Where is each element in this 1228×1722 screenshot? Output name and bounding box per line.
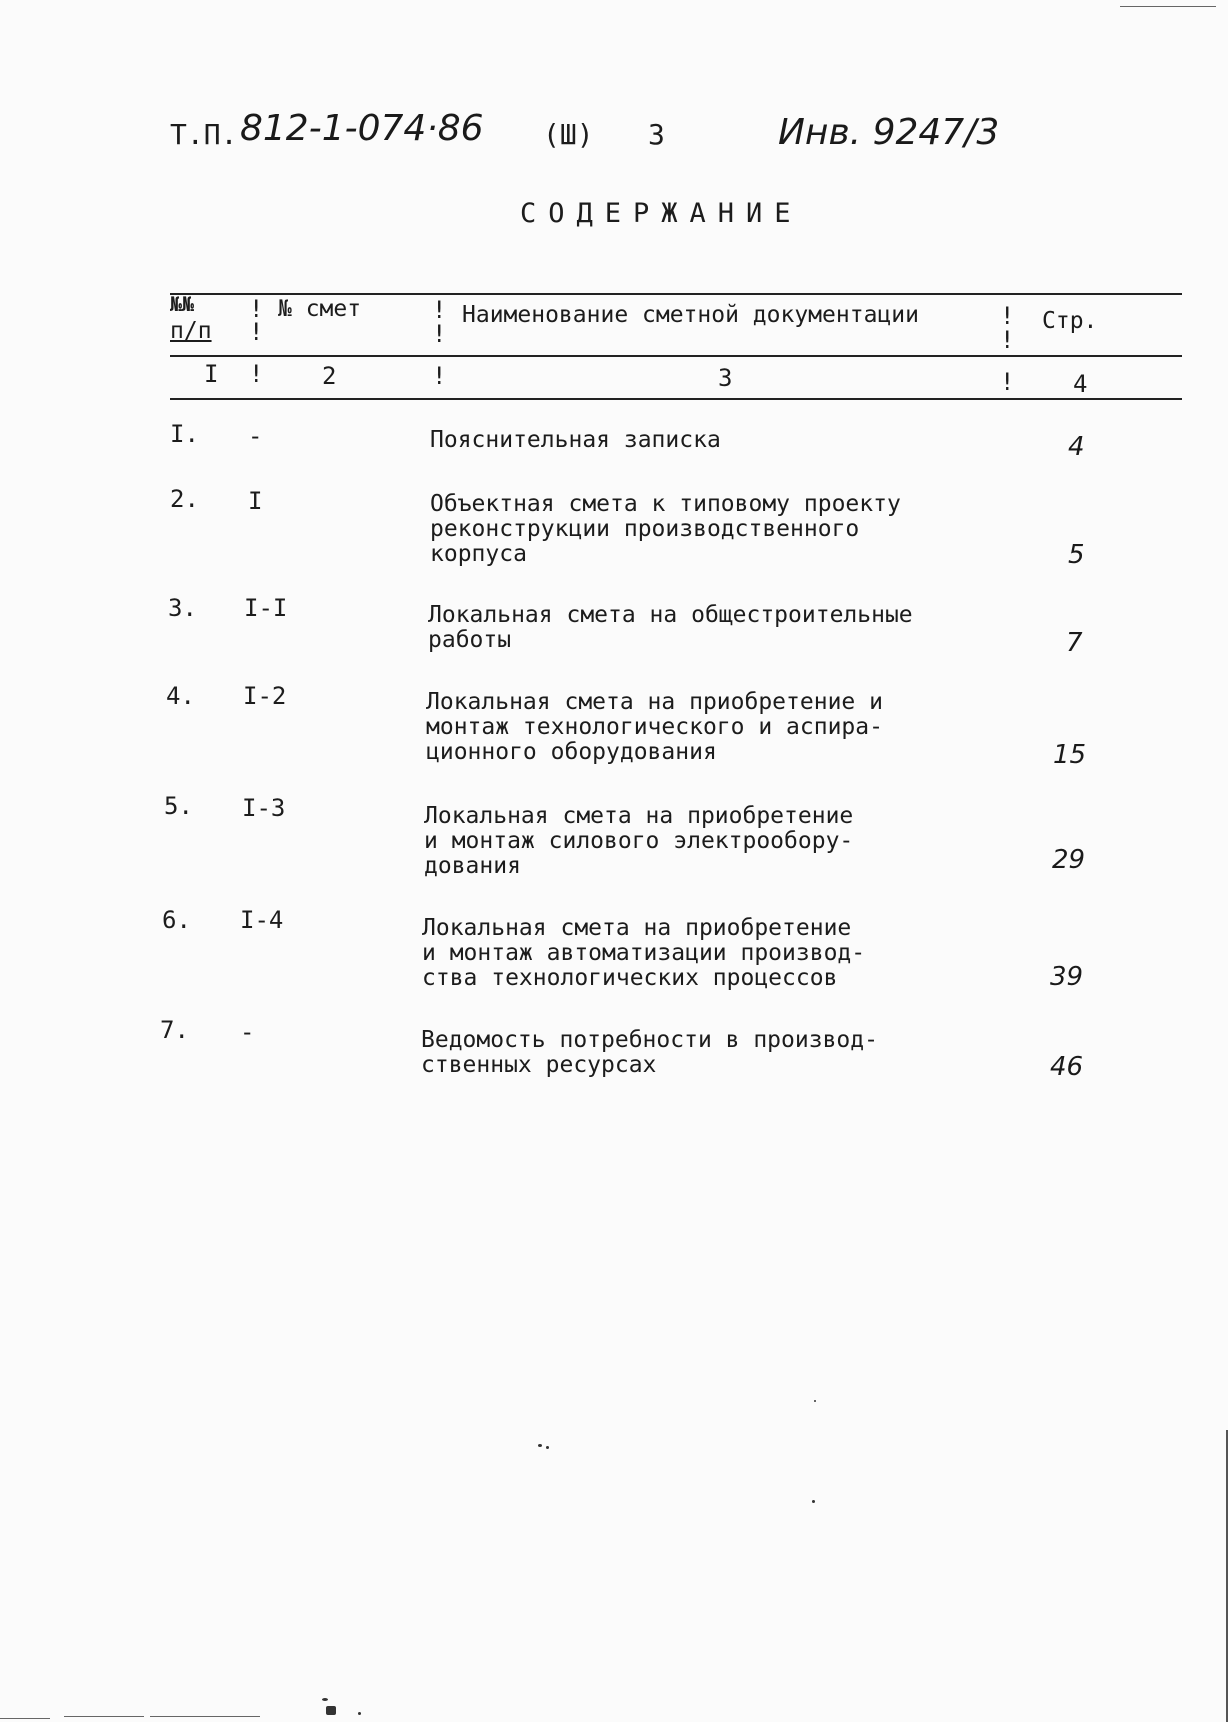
separator: !: [432, 320, 447, 348]
row-name: Локальная смета на приобретение и монтаж автоматизации производ- ства технологических процессов: [422, 915, 866, 991]
header-col1-line2: п/п: [170, 318, 212, 344]
page-title: СОДЕРЖАНИЕ: [520, 198, 803, 229]
row-name: Объектная смета к типовому проекту реконструкции производственного корпуса: [430, 491, 901, 567]
header-col1-line1: №№: [170, 292, 195, 316]
row-page: 39: [1050, 962, 1084, 992]
row-number: 6.: [162, 906, 191, 934]
separator: !: [1000, 302, 1015, 330]
scan-speck: [538, 1444, 542, 1447]
column-number-3: 3: [718, 364, 733, 392]
row-name: Пояснительная записка: [430, 427, 721, 453]
scan-speck: [812, 1500, 815, 1503]
row-estimate: -: [248, 422, 263, 450]
row-page: 29: [1052, 845, 1086, 875]
separator: !: [1000, 368, 1015, 396]
column-number-1: I: [204, 360, 219, 388]
header-col4: Стр.: [1042, 308, 1098, 334]
separator: !: [432, 296, 447, 324]
row-estimate: I-4: [240, 906, 284, 934]
row-name: Ведомость потребности в производ- ственных ресурсах: [421, 1027, 878, 1078]
row-number: I.: [170, 420, 199, 448]
scan-speck: [546, 1446, 549, 1449]
row-estimate: I-I: [244, 594, 288, 622]
table-colnum-rule: [170, 398, 1182, 400]
scan-edge-line: [1120, 6, 1216, 7]
tp-prefix: Т.П.: [170, 118, 238, 151]
scan-edge-line: [0, 1718, 50, 1719]
row-estimate: I: [248, 487, 263, 515]
row-page: 5: [1068, 540, 1085, 570]
row-page: 7: [1066, 628, 1083, 658]
row-number: 4.: [166, 682, 195, 710]
row-number: 3.: [168, 594, 197, 622]
scan-edge-line: [150, 1716, 260, 1717]
separator: !: [1000, 326, 1015, 354]
separator: !: [249, 318, 264, 346]
header-col3: Наименование сметной документации: [462, 302, 919, 328]
tp-number-handwritten: 812-1-074·86: [240, 108, 484, 149]
scan-speck: [358, 1712, 361, 1715]
row-name: Локальная смета на общестроительные работы: [428, 602, 913, 653]
row-number: 5.: [164, 792, 193, 820]
page-number: 3: [648, 118, 665, 151]
table-header-rule: [170, 355, 1182, 357]
scan-speck: [322, 1698, 328, 1701]
row-page: 15: [1053, 740, 1087, 770]
row-estimate: I-3: [242, 794, 286, 822]
section-code: (Ш): [543, 118, 594, 151]
row-page: 46: [1050, 1052, 1084, 1082]
table-top-rule: [170, 293, 1182, 295]
row-estimate: -: [240, 1018, 255, 1046]
row-number: 2.: [170, 485, 199, 513]
row-name: Локальная смета на приобретение и монтаж силового электрообору- дования: [424, 803, 854, 879]
scan-speck: [326, 1706, 336, 1715]
separator: !: [432, 362, 447, 390]
scan-edge-line: [64, 1716, 144, 1717]
row-page: 4: [1068, 432, 1085, 462]
separator: !: [249, 295, 264, 323]
separator: !: [249, 360, 264, 388]
inventory-number-handwritten: Инв. 9247/3: [778, 112, 1000, 153]
header-col2: № смет: [278, 296, 362, 322]
column-number-4: 4: [1073, 370, 1088, 398]
column-number-2: 2: [322, 362, 337, 390]
scan-speck: [814, 1400, 816, 1402]
row-estimate: I-2: [243, 682, 287, 710]
row-name: Локальная смета на приобретение и монтаж технологического и аспира- ционного оборудования: [426, 689, 883, 765]
row-number: 7.: [160, 1016, 189, 1044]
